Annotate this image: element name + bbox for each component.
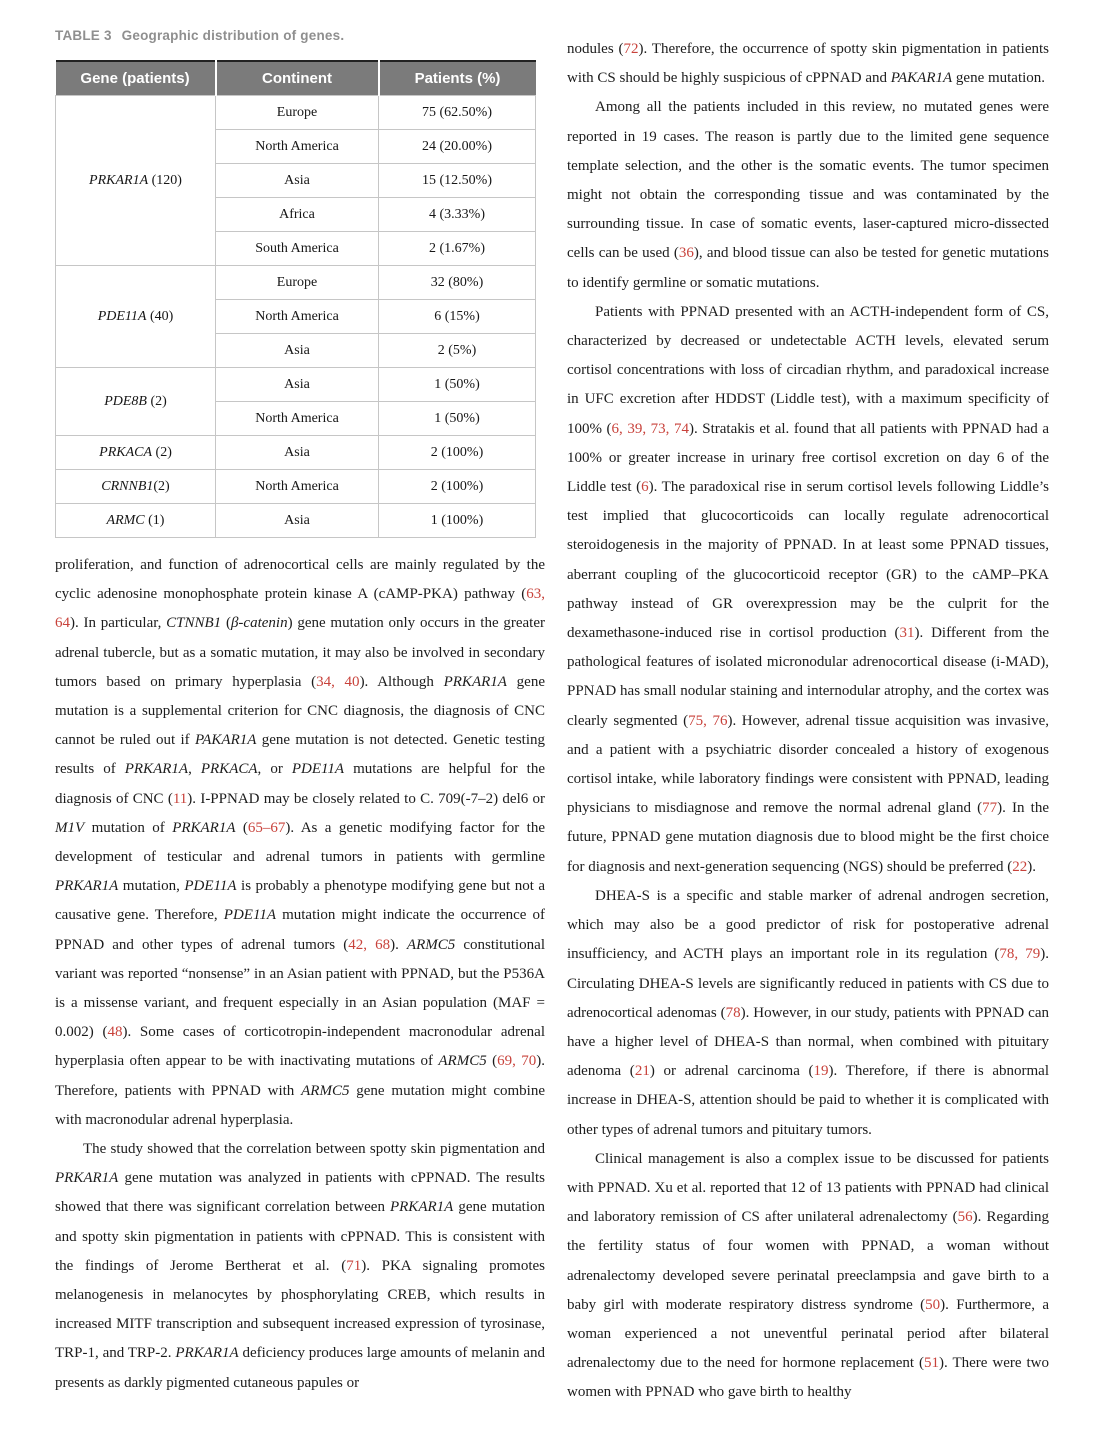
reference-citation: 11 [172, 790, 188, 807]
gene-name-italic: PDE11A [291, 761, 345, 778]
continent-cell: North America [216, 470, 379, 504]
paragraph: proliferation, and function of adrenocortical cells are mainly regulated by the cyclic adenosine monophosphate protein kinase A (cAMP-PKA) pathway (63, 64). In particular, CTNNB1 (β-catenin) gene mutation only occurs in the greater adrenal tubercle, but as a somatic mutation, it may also be involved in secondary tumors based on primary hyperplasia (34, 40). Although PRKAR1A gene mutation is a supplemental criterion for CNC diagnosis, the diagnosis of CNC cannot be ruled out if PAKAR1A gene mutation is not detected. Genetic testing results of PRKAR1A, PRKACA, or PDE11A mutations are helpful for the diagnosis of CNC (11). I-PPNAD may be closely related to C. 709(-7–2) del6 or M1V mutation of PRKAR1A (65–67). As a genetic modifying factor for the development of testicular and adrenal tumors in patients with germline PRKAR1A mutation, PDE11A is probably a phenotype modifying gene but not a causative gene. Therefore, PDE11A mutation might indicate the occurrence of PPNAD and other types of adrenal tumors (42, 68). ARMC5 constitutional variant was reported “nonsense” in an Asian patient with PPNAD, but the P536A is a missense variant, and frequent especially in an Asian population (MAF = 0.002) (48). Some cases of corticotropin-independent macronodular adrenal hyperplasia often appear to be with inactivating mutations of ARMC5 (69, 70). Therefore, patients with PPNAD with ARMC5 gene mutation might combine with macronodular adrenal hyperplasia. [55, 557, 546, 1128]
continent-cell: Asia [216, 334, 379, 368]
left-column [55, 28, 545, 1398]
reference-citation: 75, 76 [688, 712, 728, 729]
paragraph: Clinical management is also a complex issue to be discussed for patients with PPNAD. Xu et al. reported that 12 of 13 patients with PPNAD had clinical and laboratory remission of CS after unilateral adrenalectomy (56). Regarding the fertility status of four women with PPNAD, a woman without adrenalectomy developed severe perinatal preeclampsia and gave birth to a baby girl with moderate respiratory distress syndrome (50). Furthermore, a woman experienced a not uneventful perinatal period after bilateral adrenalectomy due to the need for hormone replacement (51). There were two women with PPNAD who gave birth to healthy [567, 1150, 1050, 1401]
gene-name-italic: PRKAR1A [124, 761, 189, 778]
patients-cell: 2 (100%) [379, 470, 536, 504]
gene-name-italic: ARMC5 [438, 1053, 487, 1070]
continent-cell: North America [216, 130, 379, 164]
gene-name-italic: ARMC5 [301, 1082, 350, 1099]
continent-cell: Europe [216, 96, 379, 130]
gene-name-italic: PRKAR1A [55, 1170, 119, 1187]
table-caption [55, 28, 545, 46]
gene-cell: PDE8B (2) [56, 368, 216, 436]
table-row [56, 368, 536, 402]
reference-citation: 65–67 [247, 819, 286, 836]
continent-cell: South America [216, 232, 379, 266]
reference-citation: 78, 79 [999, 946, 1041, 963]
reference-citation: 48 [107, 1024, 123, 1041]
table-caption-text: Geographic distribution of genes. [121, 28, 345, 43]
continent-cell: Asia [216, 368, 379, 402]
reference-citation: 19 [813, 1063, 829, 1080]
gene-name-italic: ARMC5 [406, 936, 456, 953]
column-header: Patients (%) [379, 61, 536, 96]
gene-name-italic: PAKAR1A [890, 70, 953, 87]
gene-name-italic: CTNNB1 [166, 615, 222, 632]
gene-name-italic: PRKAR1A [172, 819, 236, 836]
paragraph: DHEA-S is a specific and stable marker of adrenal androgen secretion, which may also be a good predictor of risk for postoperative adrenal insufficiency, and ACTH plays an important role in its regulation (78, 79). Circulating DHEA-S levels are significantly reduced in patients with CS due to adrenocortical adenomas (78). However, in our study, patients with PPNAD can have a higher level of DHEA-S than normal, when combined with pituitary adenoma (21) or adrenal carcinoma (19). Therefore, if there is abnormal increase in DHEA-S, attention should be paid to whether it is complicated with other types of adrenal tumors and pituitary tumors. [567, 887, 1049, 1138]
table-header-row [56, 61, 536, 96]
gene-name-italic: CRNNB1 [101, 478, 154, 494]
gene-name-italic: ARMC [106, 512, 145, 528]
paragraph: nodules (72). Therefore, the occurrence of spotty skin pigmentation in patients with CS should be highly suspicious of cPPNAD and PAKAR1A gene mutation. [567, 41, 1049, 87]
gene-name-italic: PRKAR1A [89, 172, 149, 188]
reference-citation: 42, 68 [348, 936, 391, 953]
gene-cell: CRNNB1(2) [56, 470, 216, 504]
patients-cell: 15 (12.50%) [379, 164, 536, 198]
reference-citation: 77 [982, 800, 998, 817]
table-row [56, 436, 536, 470]
patients-cell: 32 (80%) [379, 266, 536, 300]
gene-name-italic: PDE11A [184, 878, 237, 895]
gene-name-italic: PRKAR1A [389, 1199, 454, 1216]
left-column-text [55, 551, 545, 1398]
table-row [56, 504, 536, 538]
reference-citation: 22 [1012, 858, 1028, 875]
paragraph: Among all the patients included in this review, no mutated genes were reported in 19 cases. The reason is partly due to the limited gene sequence template selection, and the other is the somatic events. The tumor specimen might not obtain the corresponding tissue and was contaminated by the surrounding tissue. In case of somatic events, laser-captured micro-dissected cells can be used (36), and blood tissue can also be tested for genetic mutations to identify germline or somatic mutations. [567, 99, 1049, 291]
continent-cell: Europe [216, 266, 379, 300]
gene-name-italic: PDE8B [104, 393, 147, 409]
table-row [56, 470, 536, 504]
paragraph: The study showed that the correlation between spotty skin pigmentation and PRKAR1A gene mutation was analyzed in patients with cPPNAD. The results showed that there was significant correlation between PRKAR1A gene mutation and spotty skin pigmentation in patients with cPPNAD. This is consistent with the findings of Jerome Bertherat et al. (71). PKA signaling promotes melanogenesis in melanocytes by phosphorylating CREB, which results in increased MITF transcription and subsequent increased expression of tyrosinase, TRP-1, and TRP-2. PRKAR1A deficiency produces large amounts of melanin and presents as darkly pigmented cutaneous papules or [55, 1141, 545, 1391]
patients-cell: 1 (50%) [379, 368, 536, 402]
reference-citation: 34, 40 [316, 673, 360, 690]
reference-citation: 6 [641, 479, 649, 496]
continent-cell: North America [216, 300, 379, 334]
gene-name-italic: PRKAR1A [443, 673, 507, 690]
gene-name-italic: β-catenin [230, 615, 288, 632]
continent-cell: Asia [216, 504, 379, 538]
gene-name-italic: PRKAR1A [175, 1345, 239, 1362]
gene-cell: ARMC (1) [56, 504, 216, 538]
patients-cell: 75 (62.50%) [379, 96, 536, 130]
patients-cell: 2 (100%) [379, 436, 536, 470]
patients-cell: 1 (100%) [379, 504, 536, 538]
reference-citation: 78 [725, 1004, 741, 1021]
reference-citation: 69, 70 [497, 1053, 537, 1070]
continent-cell: Asia [216, 164, 379, 198]
table-body [56, 96, 536, 538]
column-header: Gene (patients) [56, 61, 216, 96]
reference-citation: 21 [634, 1063, 650, 1080]
reference-citation: 6, 39, 73, 74 [611, 420, 689, 437]
patients-cell: 1 (50%) [379, 402, 536, 436]
reference-citation: 72 [623, 41, 639, 57]
patients-cell: 4 (3.33%) [379, 198, 536, 232]
column-header: Continent [216, 61, 379, 96]
continent-cell: Africa [216, 198, 379, 232]
patients-cell: 2 (1.67%) [379, 232, 536, 266]
gene-name-italic: PRKACA [99, 444, 153, 460]
reference-citation: 63, 64 [55, 586, 545, 632]
patients-cell: 6 (15%) [379, 300, 536, 334]
table-header [56, 61, 536, 96]
table-row [56, 96, 536, 130]
table-caption-label: TABLE 3 [55, 28, 112, 43]
gene-name-italic: M1V [55, 819, 85, 836]
patients-cell: 2 (5%) [379, 334, 536, 368]
reference-citation: 51 [924, 1355, 940, 1372]
table-row [56, 266, 536, 300]
reference-citation: 56 [957, 1209, 973, 1226]
geographic-distribution-table [55, 60, 536, 538]
reference-citation: 50 [925, 1296, 941, 1313]
gene-name-italic: PAKAR1A [195, 732, 257, 749]
gene-name-italic: PDE11A [97, 308, 147, 324]
right-column-text [567, 35, 1049, 1408]
paragraph: Patients with PPNAD presented with an ACTH-independent form of CS, characterized by decreased or undetectable ACTH levels, elevated serum cortisol concentrations with loss of circadian rhythm, and paradoxical increase in UFC excretion after HDDST (Liddle test), with a maximum specificity of 100% (6, 39, 73, 74). Stratakis et al. found that all patients with PPNAD had a 100% or greater increase in urinary free cortisol excretion on day 6 of the Liddle test (6). The paradoxical rise in serum cortisol levels following Liddle’s test implied that glucocorticoids can locally regulate adrenocortical steroidogenesis in the majority of PPNAD. In at least some PPNAD tissues, aberrant coupling of the glucocorticoid receptor (GR) to the cAMP–PKA pathway instead of GR overexpression may be the culprit for the dexamethasone-induced rise in cortisol production (31). Different from the pathological features of isolated micronodular adrenocortical disease (i-MAD), PPNAD has small nodular staining and internodular atrophy, and the cortex was clearly segmented (75, 76). However, adrenal tissue acquisition was invasive, and a patient with a psychiatric disorder concealed a history of exogenous cortisol intake, while laboratory findings were consistent with PPNAD, leading physicians to misdiagnose and remove the normal adrenal gland (77). In the future, PPNAD gene mutation diagnosis due to blood might be the first choice for diagnosis and next-generation sequencing (NGS) should be preferred (22). [567, 303, 1050, 875]
gene-cell: PRKAR1A (120) [56, 96, 216, 266]
patients-cell: 24 (20.00%) [379, 130, 536, 164]
continent-cell: Asia [216, 436, 379, 470]
gene-cell: PRKACA (2) [56, 436, 216, 470]
gene-name-italic: PRKACA [200, 761, 258, 778]
reference-citation: 36 [678, 245, 694, 262]
reference-citation: 31 [899, 625, 915, 642]
reference-citation: 71 [346, 1257, 362, 1274]
continent-cell: North America [216, 402, 379, 436]
gene-name-italic: PRKAR1A [55, 878, 119, 895]
right-column [567, 22, 1049, 1408]
gene-name-italic: PDE11A [223, 907, 276, 924]
gene-cell: PDE11A (40) [56, 266, 216, 368]
